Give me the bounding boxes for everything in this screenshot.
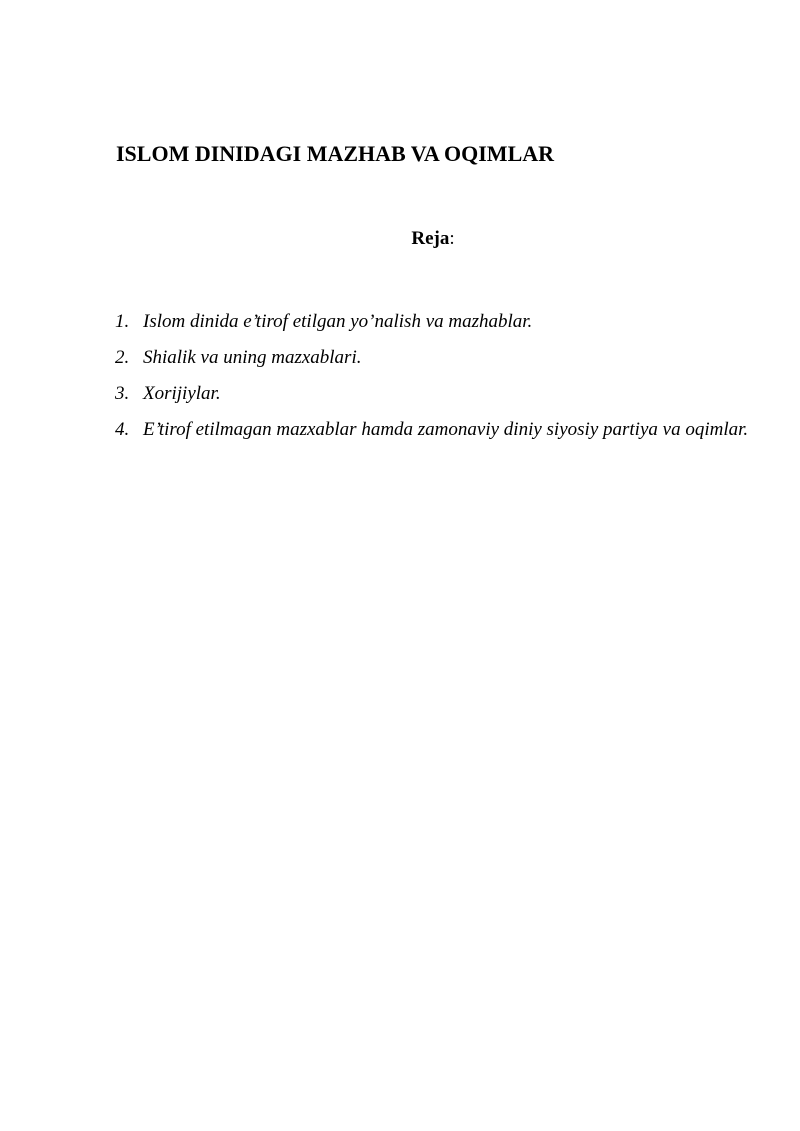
list-item-number: 2. xyxy=(115,347,130,368)
list-item xyxy=(78,340,752,376)
plan-label: Reja xyxy=(411,228,450,249)
list-item xyxy=(78,376,752,412)
plan-colon: : xyxy=(449,228,455,249)
document-title: ISLOM DINIDAGI MAZHAB VA OQIMLAR xyxy=(116,141,555,166)
list-item-number: 1. xyxy=(115,311,130,332)
list-item-number: 4. xyxy=(115,419,130,440)
list-item-text: Xorijiylar. xyxy=(143,383,221,404)
plan-list xyxy=(78,304,752,448)
list-item xyxy=(78,304,752,340)
plan-heading xyxy=(0,226,800,252)
list-item-text: Islom dinida e’tirof etilgan yo’nalish va mazhablar. xyxy=(143,311,533,332)
list-item xyxy=(78,412,752,448)
list-item-number: 3. xyxy=(115,383,130,404)
list-item-text: E’tirof etilmagan mazxablar hamda zamonaviy diniy siyosiy partiya va oqimlar. xyxy=(143,419,749,440)
list-item-text: Shialik va uning mazxablari. xyxy=(143,347,362,368)
